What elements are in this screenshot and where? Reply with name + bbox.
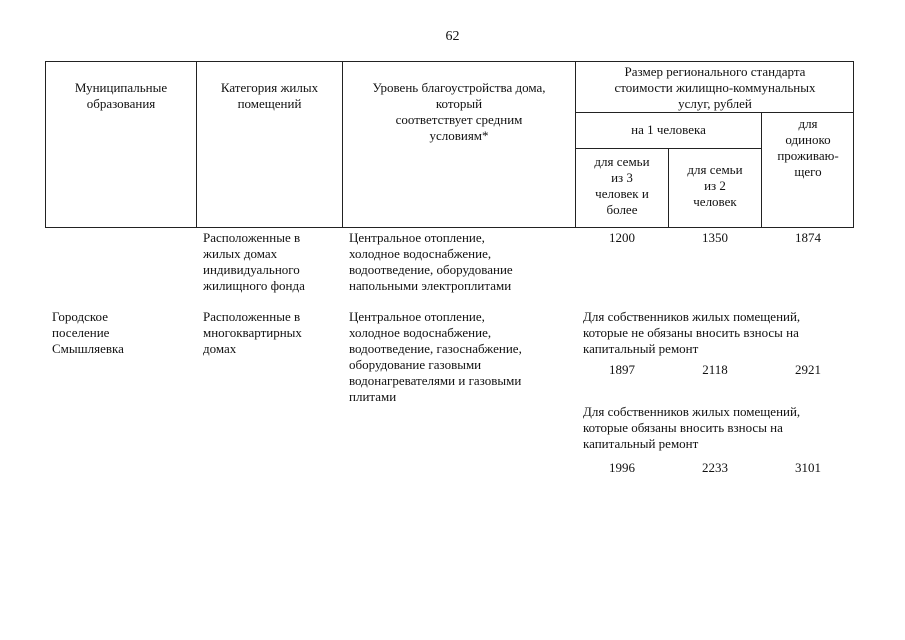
row2-group2-value-family2: 2233 — [702, 460, 728, 475]
row2-group1-value-family3: 1897 — [609, 362, 635, 377]
row2-group1-value-family2: 2118 — [702, 362, 728, 377]
divider — [575, 112, 854, 113]
header-municipal: Муниципальные образования — [74, 80, 168, 111]
row2-group2-note: Для собственников жилых помещений, которые обязаны вносить взносы на капитальный ремонт — [583, 404, 801, 451]
row1-level: Центральное отопление, холодное водоснабжение, водоотведение, оборудование напольными электроплитами — [349, 230, 513, 293]
row2-group1-value-single: 2921 — [795, 362, 821, 377]
header-per-person: на 1 человека — [631, 122, 706, 137]
header-family2: для семьи из 2 человек — [687, 162, 743, 209]
row1-value-single: 1874 — [795, 230, 821, 245]
row2-group2-value-family3: 1996 — [609, 460, 635, 475]
row2-level: Центральное отопление, холодное водоснабжение, водоотведение, газоснабжение, оборудование газовыми водонагревателями и газовыми плитами — [349, 309, 522, 404]
row2-category: Расположенные в многоквартирных домах — [203, 309, 302, 356]
row2-municipality: Городское поселение Смышляевка — [52, 309, 124, 356]
row2-group1-note: Для собственников жилых помещений, которые не обязаны вносить взносы на капитальный ремонт — [583, 309, 801, 356]
row1-value-family3: 1200 — [609, 230, 635, 245]
page-number: 62 — [445, 29, 460, 44]
header-level: Уровень благоустройства дома, который соответствует средним условиям* — [372, 80, 546, 143]
header-category: Категория жилых помещений — [220, 80, 319, 111]
row1-value-family2: 1350 — [702, 230, 728, 245]
header-single: для одиноко проживаю- щего — [777, 116, 839, 179]
header-family3: для семьи из 3 человек и более — [594, 154, 650, 217]
row2-group2-value-single: 3101 — [795, 460, 821, 475]
header-standard: Размер регионального стандарта стоимости жилищно-коммунальных услуг, рублей — [614, 64, 816, 111]
row1-category: Расположенные в жилых домах индивидуального жилищного фонда — [203, 230, 305, 293]
